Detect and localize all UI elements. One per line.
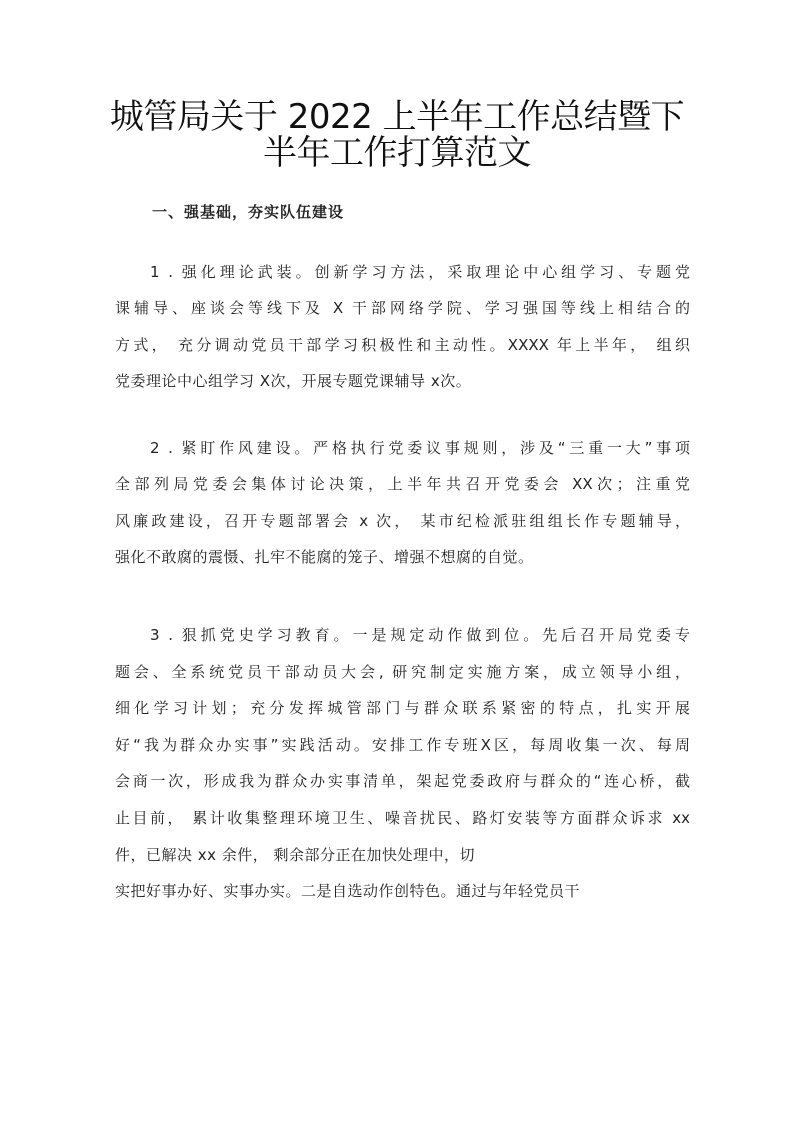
paragraph-line: 党委理论中心组学习 X次，开展专题党课辅导 x次。 [115, 372, 472, 390]
paragraph-line: 风廉政建设，召开专题部署会 x 次， 某市纪检派驻组组长作专题辅导， [115, 512, 690, 530]
paragraph-line: 会商一次，形成我为群众办实事清单，架起党委政府与群众的“连心桥，截 [115, 772, 690, 790]
paragraph-line: 强化不敢腐的震慑、扎牢不能腐的笼子、增强不想腐的自觉。 [115, 548, 534, 566]
paragraph-line: 止目前， 累计收集整理环境卫生、噪音扰民、路灯安装等方面群众诉求 xx [115, 809, 690, 827]
paragraph-line: 课辅导、座谈会等线下及 X 干部网络学院、学习强国等线上相结合的 [115, 299, 690, 317]
section-heading: 一、强基础，夯实队伍建设 [152, 203, 345, 221]
paragraph-line: 好“我为群众办实事”实践活动。安排工作专班X区，每周收集一次、每周 [115, 736, 690, 754]
paragraph-line: 3 . 狠抓党史学习教育。一是规定动作做到位。先后召开局党委专 [150, 626, 690, 644]
paragraph-line: 题会、全系统党员干部动员大会, 研究制定实施方案，成立领导小组， [115, 663, 690, 681]
paragraph-line: 2 . 紧盯作风建设。严格执行党委议事规则，涉及“三重一大”事项 [150, 439, 690, 457]
paragraph-line: 细化学习计划；充分发挥城管部门与群众联系紧密的特点，扎实开展 [115, 699, 690, 717]
paragraph-line: 实把好事办好、实事办实。二是自选动作创特色。通过与年轻党员干 [115, 882, 581, 900]
paragraph-line: 方式， 充分调动党员干部学习积极性和主动性。XXXX 年上半年， 组织 [115, 336, 690, 354]
document-title-line-1: 城管局关于 2022 上半年工作总结暨下 [109, 97, 685, 137]
document-title-line-2: 半年工作打算范文 [263, 133, 531, 173]
paragraph-line: 件，已解决 xx 余件， 剩余部分正在加快处理中，切 [115, 846, 476, 864]
paragraph-line: 1 . 强化理论武装。创新学习方法，采取理论中心组学习、专题党 [150, 263, 690, 281]
paragraph-line: 全部列局党委会集体讨论决策，上半年共召开党委会 XX次；注重党 [115, 475, 690, 493]
